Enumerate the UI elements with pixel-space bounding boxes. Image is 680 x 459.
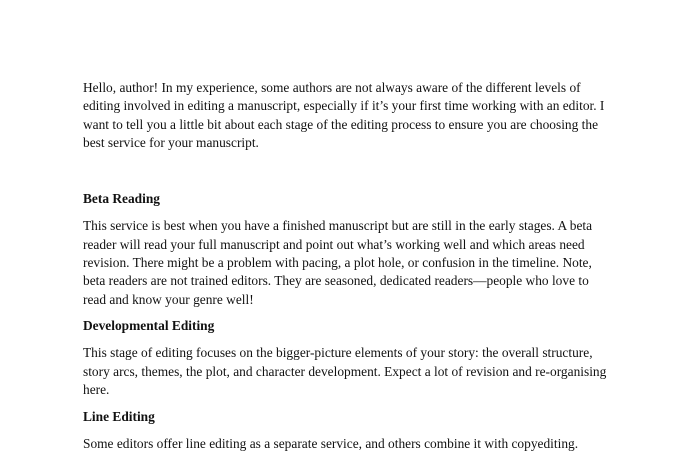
section-heading-developmental-editing: Developmental Editing (83, 317, 215, 333)
section-body-developmental-editing: This stage of editing focuses on the bigger-picture elements of your story: the overall structure, story arcs, themes, the plot, and character development. Expect a lot of revision and re-organising here. (83, 345, 607, 397)
intro-paragraph: Hello, author! In my experience, some authors are not always aware of the different levels of editing involved in editing a manuscript, especially if it’s your first time working with an editor. I want to tell you a little bit about each stage of the editing process to ensure you are choosing the best service for your manuscript. (83, 80, 605, 150)
section-heading-line-editing: Line Editing (83, 409, 155, 425)
document-content (83, 79, 613, 459)
section-heading-beta-reading: Beta Reading (83, 191, 160, 207)
section-body-line-editing: Some editors offer line editing as a separate service, and others combine it with copyediting. (83, 436, 579, 452)
section-body-beta-reading: This service is best when you have a finished manuscript but are still in the early stages. A beta reader will read your full manuscript and point out what’s working well and which areas need revision. There might be a problem with pacing, a plot hole, or confusion in the timeline. Note, beta readers are not trained editors. They are seasoned, dedicated readers—people who love to read and know your genre well! (83, 218, 593, 307)
